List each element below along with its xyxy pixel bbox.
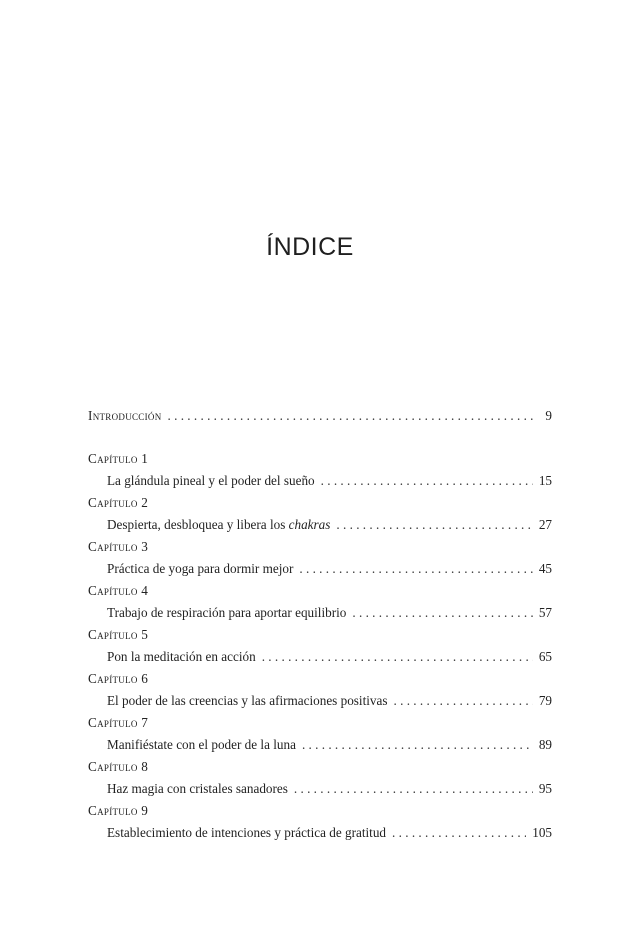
dot-leader: [168, 405, 537, 427]
dot-leader: [336, 514, 532, 536]
chapter-page: 89: [538, 737, 552, 752]
chapter-title: Haz magia con cristales sanadores: [107, 781, 288, 796]
chapter-heading: Capítulo 7: [88, 715, 149, 730]
toc-chapter-row[interactable]: [88, 734, 552, 756]
toc-chapter-row[interactable]: [88, 822, 552, 844]
toc-chapter-row[interactable]: [88, 514, 552, 536]
page-title: ÍNDICE: [266, 233, 354, 261]
chapter-title: Establecimiento de intenciones y práctica de gratitud: [107, 825, 387, 840]
dot-leader: [294, 778, 533, 800]
chapter-heading: Capítulo 3: [88, 539, 149, 554]
chapter-page: 79: [538, 693, 552, 708]
dot-leader: [302, 734, 533, 756]
table-of-contents: [88, 405, 552, 844]
chapter-heading: Capítulo 8: [88, 759, 149, 774]
chapter-title: Despierta, desbloquea y libera los chakras: [107, 517, 331, 532]
dot-leader: [352, 602, 532, 624]
toc-chapter-row[interactable]: [88, 690, 552, 712]
chapter-title: La glándula pineal y el poder del sueño: [107, 473, 315, 488]
chapter-title: El poder de las creencias y las afirmaciones positivas: [107, 693, 388, 708]
chapter-heading: Capítulo 5: [88, 627, 149, 642]
dot-leader: [392, 822, 526, 844]
chapter-heading: Capítulo 1: [88, 451, 149, 466]
toc-introduction-page: 9: [545, 408, 552, 423]
chapter-title: Práctica de yoga para dormir mejor: [107, 561, 294, 576]
toc-introduction-label: Introducción: [88, 408, 162, 423]
toc-chapter-row[interactable]: [88, 558, 552, 580]
toc-chapter-row[interactable]: [88, 778, 552, 800]
dot-leader: [262, 646, 533, 668]
dot-leader: [394, 690, 533, 712]
chapter-page: 27: [538, 517, 552, 532]
dot-leader: [299, 558, 532, 580]
chapter-page: 45: [538, 561, 552, 576]
toc-chapter-row[interactable]: [88, 602, 552, 624]
chapter-page: 65: [538, 649, 552, 664]
chapter-heading: Capítulo 6: [88, 671, 149, 686]
toc-chapter-row[interactable]: [88, 646, 552, 668]
dot-leader: [321, 470, 533, 492]
chapter-page: 15: [538, 473, 552, 488]
chapter-heading: Capítulo 4: [88, 583, 149, 598]
chapter-title: Manifiéstate con el poder de la luna: [107, 737, 296, 752]
toc-introduction-row[interactable]: [88, 405, 552, 427]
chapter-heading: Capítulo 2: [88, 495, 149, 510]
chapter-title: Pon la meditación en acción: [107, 649, 256, 664]
chapter-title: Trabajo de respiración para aportar equilibrio: [107, 605, 347, 620]
toc-chapter-row[interactable]: [88, 470, 552, 492]
toc-spacer: [88, 427, 552, 448]
chapter-page: 105: [532, 825, 552, 840]
chapter-page: 95: [538, 781, 552, 796]
chapter-page: 57: [538, 605, 552, 620]
chapter-heading: Capítulo 9: [88, 803, 149, 818]
